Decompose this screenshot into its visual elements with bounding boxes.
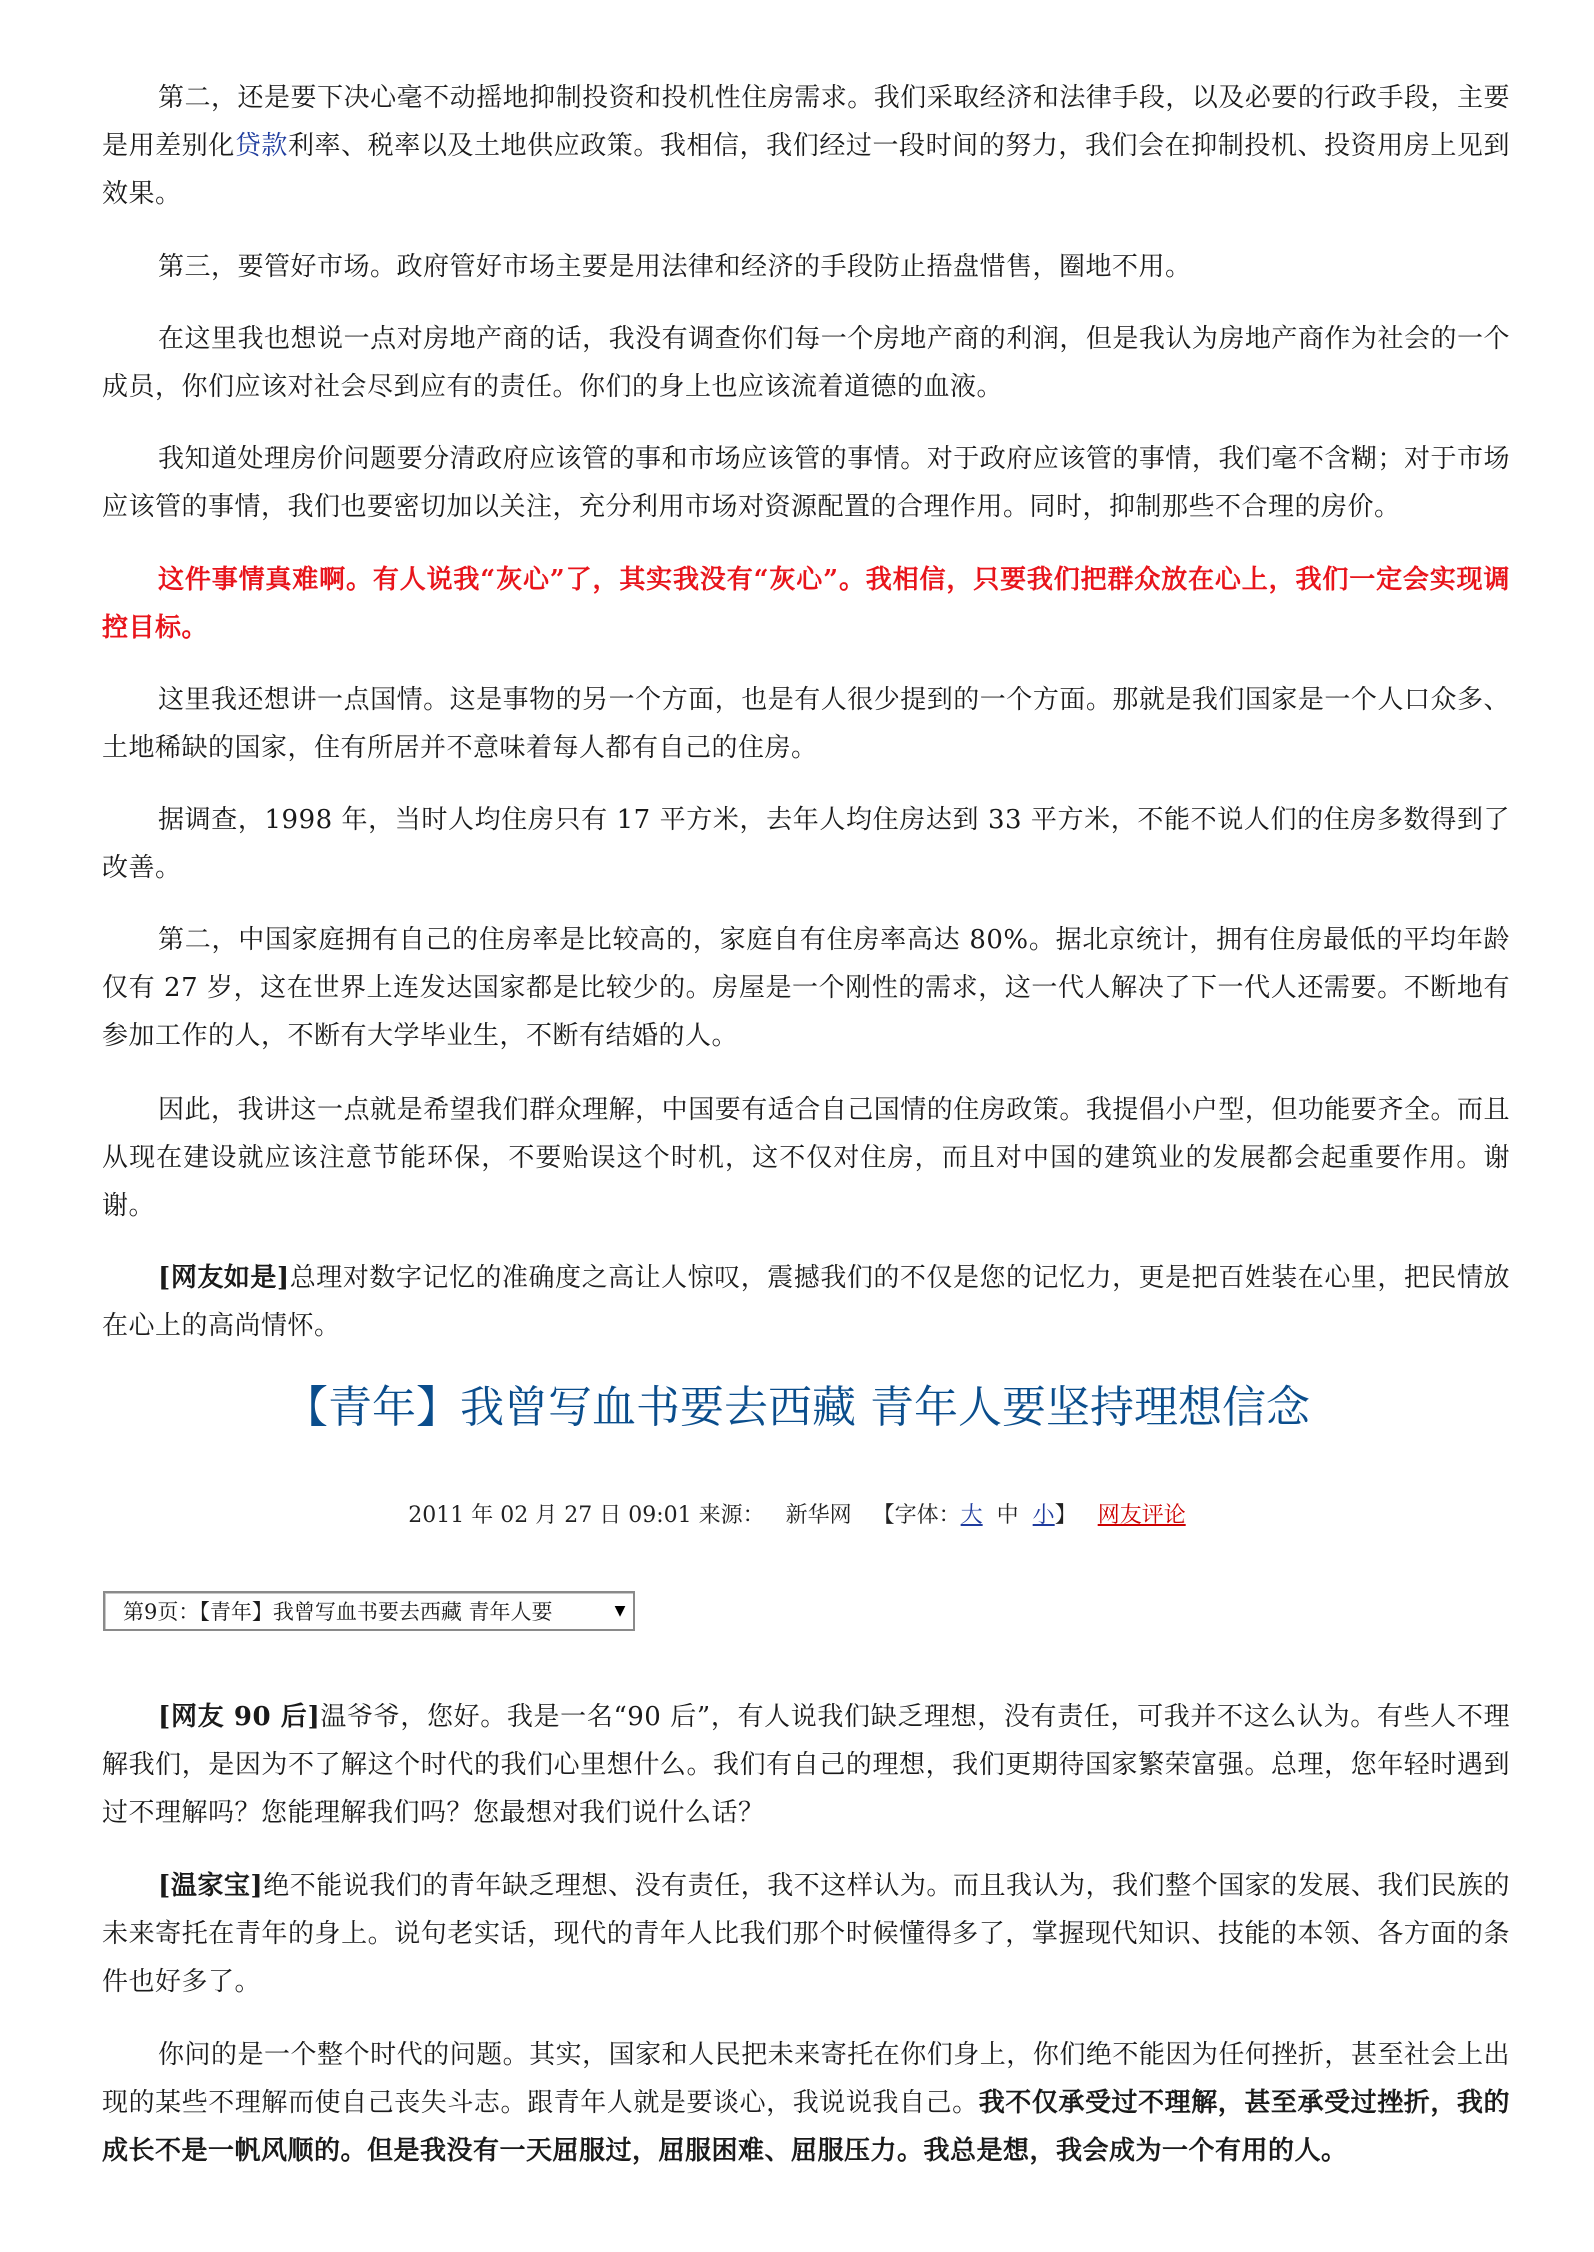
paragraph-developers: 在这里我也想说一点对房地产商的话，我没有调查你们每一个房地产商的利润，但是我认为房地产商作为社会的一个成员，你们应该对社会尽到应有的责任。你们的身上也应该流着道德的血液。 (102, 324, 1510, 402)
article-meta (0, 1500, 1594, 1532)
source-name: 新华网 (785, 1503, 852, 1528)
answer-text: 你问的是一个整个时代的问题。其实，国家和人民把未来寄托在你们身上，你们绝不能因为任何挫折，甚至社会上出现的某些不理解而使自己丧失斗志。跟青年人就是要谈心，我说说我自己。 (102, 2040, 1510, 2118)
dropdown-arrow-icon[interactable]: ▼ (614, 1603, 626, 1619)
page-select[interactable] (103, 1591, 635, 1631)
paragraph-survey: 据调查，1998 年，当时人均住房只有 17 平方米，去年人均住房达到 33 平方米，不能不说人们的住房多数得到了改善。 (102, 805, 1510, 883)
font-size-open: 【字体： (872, 1503, 961, 1528)
paragraph-manage-market: 第三，要管好市场。政府管好市场主要是用法律和经济的手段防止捂盘惜售，圈地不用。 (158, 252, 1192, 282)
paragraph-government-market: 我知道处理房价问题要分清政府应该管的事和市场应该管的事情。对于政府应该管的事情，我们毫不含糊；对于市场应该管的事情，我们也要密切加以关注，充分利用市场对资源配置的合理作用。同时，抑制那些不合理的房价。 (102, 444, 1510, 522)
answer-text: 绝不能说我们的青年缺乏理想、没有责任，我不这样认为。而且我认为，我们整个国家的发展、我们民族的未来寄托在青年的身上。说句老实话，现代的青年人比我们那个时候懂得多了，掌握现代知识、技能的本领、各方面的条件也好多了。 (102, 1871, 1510, 1997)
question-netizen-90s (102, 1693, 1510, 1837)
font-size-close: 】 (1054, 1503, 1077, 1528)
page-select-value: 第9页：【青年】我曾写血书要去西藏 青年人要 (123, 1600, 553, 1624)
paragraph-highlight-red: 这件事情真难啊。有人说我“灰心”了，其实我没有“灰心”。我相信，只要我们把群众放在心上，我们一定会实现调控目标。 (102, 565, 1510, 643)
paragraph-curb-speculation (102, 74, 1510, 218)
font-small-link[interactable]: 小 (1032, 1503, 1055, 1528)
paragraph-housing-policy: 因此，我讲这一点就是希望我们群众理解，中国要有适合自己国情的住房政策。我提倡小户型，但功能要齐全。而且从现在建设就应该注意节能环保，不要贻误这个时机，这不仅对住房，而且对中国的建筑业的发展都会起重要作用。谢谢。 (102, 1095, 1510, 1221)
paragraph-national-conditions: 这里我还想讲一点国情。这是事物的另一个方面，也是有人很少提到的一个方面。那就是我们国家是一个人口众多、土地稀缺的国家，住有所居并不意味着每人都有自己的住房。 (102, 685, 1510, 763)
article-date: 2011 年 02 月 27 日 09:01 (408, 1503, 692, 1528)
source-label: 来源： (698, 1503, 765, 1528)
article-title: 【青年】我曾写血书要去西藏 青年人要坚持理想信念 (284, 1382, 1310, 1433)
font-medium-link[interactable]: 中 (996, 1503, 1019, 1528)
comments-link[interactable]: 网友评论 (1097, 1503, 1186, 1528)
paragraph-text: 利率、税率以及土地供应政策。我相信，我们经过一段时间的努力，我们会在抑制投机、投资用房上见到效果。 (102, 131, 1510, 209)
speaker-label: [温家宝] (158, 1871, 264, 1901)
paragraph-ownership-rate: 第二，中国家庭拥有自己的住房率是比较高的，家庭自有住房率高达 80%。据北京统计，拥有住房最低的平均年龄仅有 27 岁，这在世界上连发达国家都是比较少的。房屋是一个刚性的需求，这一代人解决了下一代人还需要。不断地有参加工作的人，不断有大学毕业生，不断有结婚的人。 (102, 925, 1510, 1051)
question-text: 温爷爷，您好。我是一名“90 后”，有人说我们缺乏理想，没有责任，可我并不这么认为。有些人不理解我们，是因为不了解这个时代的我们心里想什么。我们有自己的理想，我们更期待国家繁荣富强。总理，您年轻时遇到过不理解吗？您能理解我们吗？您最想对我们说什么话？ (102, 1702, 1510, 1828)
paragraph-text: 第二，还是要下决心毫不动摇地抑制投资和投机性住房需求。我们采取经济和法律手段，以及必要的行政手段，主要是用差别化 (102, 83, 1510, 161)
loan-link[interactable]: 贷款 (234, 131, 288, 161)
speaker-label: [网友如是] (158, 1263, 290, 1293)
speaker-label: [网友 90 后] (158, 1702, 321, 1732)
paragraph-netizen-comment (102, 1254, 1510, 1350)
answer-bold-text: 我不仅承受过不理解，甚至承受过挫折，我的成长不是一帆风顺的。但是我没有一天屈服过，屈服困难、屈服压力。我总是想，我会成为一个有用的人。 (102, 2088, 1510, 2166)
answer-wen-jiabao (102, 1862, 1510, 2006)
font-large-link[interactable]: 大 (960, 1503, 983, 1528)
answer-continued (102, 2031, 1510, 2175)
comment-text: 总理对数字记忆的准确度之高让人惊叹，震撼我们的不仅是您的记忆力，更是把百姓装在心里，把民情放在心上的高尚情怀。 (102, 1263, 1510, 1341)
